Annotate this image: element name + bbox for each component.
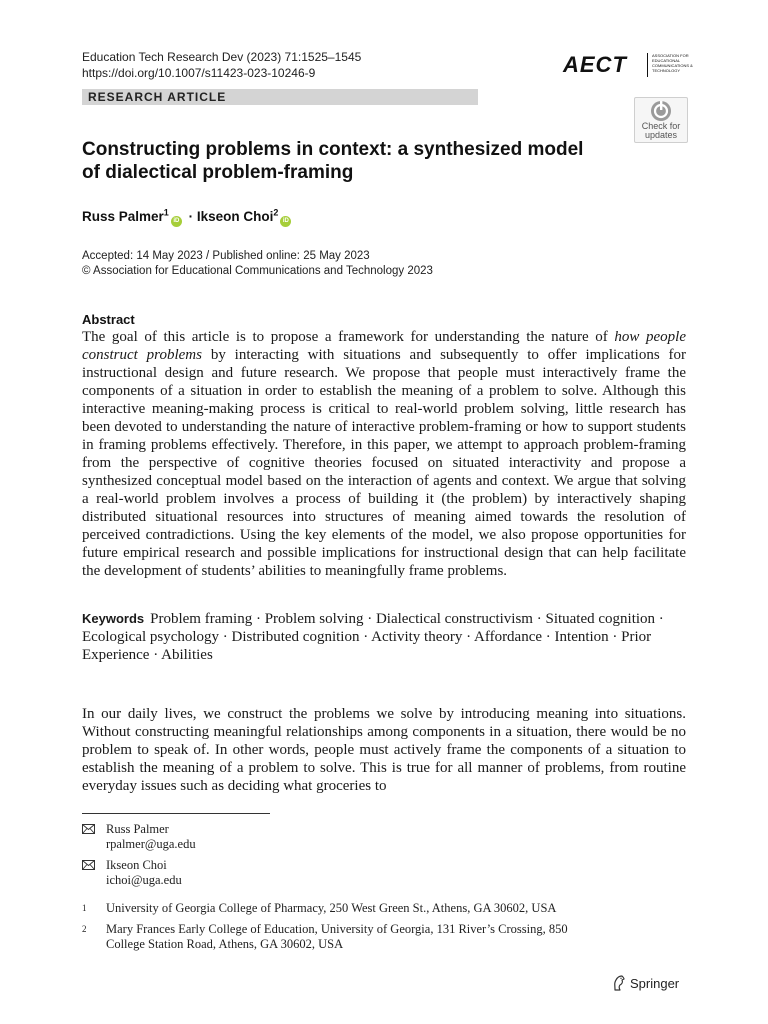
contact-name: Russ Palmer bbox=[106, 822, 169, 836]
article-type-label: RESEARCH ARTICLE bbox=[88, 90, 227, 104]
aect-logo-subtext: ASSOCIATION FOR EDUCATIONAL COMMUNICATIONS & TECHNOLOGY bbox=[652, 53, 693, 73]
orcid-icon[interactable]: iD bbox=[171, 216, 182, 227]
logo-divider bbox=[647, 53, 648, 77]
publication-info bbox=[82, 249, 433, 279]
abstract-text bbox=[82, 328, 686, 580]
affiliation-number: 2 bbox=[82, 924, 87, 934]
contact-email[interactable]: ichoi@uga.edu bbox=[106, 873, 182, 887]
affiliation-text: University of Georgia College of Pharmacy, 250 West Green St., Athens, GA 30602, USA bbox=[106, 901, 557, 915]
check-updates-line2: updates bbox=[644, 130, 678, 140]
orcid-icon[interactable]: iD bbox=[280, 216, 291, 227]
abstract-heading: Abstract bbox=[82, 312, 135, 327]
springer-horse-icon bbox=[612, 975, 626, 991]
affiliation-number: 1 bbox=[82, 903, 87, 913]
doi-link[interactable]: https://doi.org/10.1007/s11423-023-10246-9 bbox=[82, 66, 316, 80]
aect-logo-text: AECT bbox=[563, 52, 627, 77]
author-affiliation-mark: 1 bbox=[163, 207, 169, 218]
check-updates-line1: Check for bbox=[641, 121, 681, 131]
author-affiliation-mark: 2 bbox=[273, 207, 279, 218]
abstract-text-part: The goal of this article is to propose a framework for understanding the nature of bbox=[82, 329, 615, 345]
copyright-notice: © Association for Educational Communications and Technology 2023 bbox=[82, 265, 433, 277]
contact-email[interactable]: rpalmer@uga.edu bbox=[106, 837, 196, 851]
springer-wordmark: Springer bbox=[630, 976, 680, 991]
footnote-divider bbox=[82, 813, 270, 814]
mail-icon bbox=[82, 822, 95, 834]
keywords-label: Keywords bbox=[82, 611, 145, 626]
abstract-italic-phrase: how people construct problems bbox=[82, 329, 686, 363]
article-title bbox=[82, 138, 622, 184]
journal-citation-block bbox=[82, 49, 361, 81]
springer-logo bbox=[612, 975, 679, 993]
publication-dates: Accepted: 14 May 2023 / Published online: 25 May 2023 bbox=[82, 250, 370, 262]
author-name[interactable]: Ikseon Choi bbox=[196, 209, 274, 224]
check-for-updates-badge[interactable] bbox=[634, 97, 688, 143]
body-paragraph: In our daily lives, we construct the problems we solve by introducing meaning into situations. Without constructing meaningful relationships among components in a situation, there would be no problem to speak of. In other words, people must actively frame the components of a situation to establish the meaning of a problem to solve. This is true for all manner of problems, from routine everyday issues such as deciding what groceries to bbox=[82, 706, 686, 794]
affiliation-text: College Station Road, Athens, GA 30602, USA bbox=[106, 937, 344, 951]
author-list bbox=[82, 207, 294, 227]
contact-name: Ikseon Choi bbox=[106, 858, 167, 872]
title-line-1: Constructing problems in context: a synthesized model bbox=[82, 139, 584, 160]
author-name[interactable]: Russ Palmer bbox=[82, 209, 164, 224]
article-type-banner bbox=[82, 89, 478, 105]
title-line-2: of dialectical problem-framing bbox=[82, 162, 354, 183]
author-separator: · bbox=[188, 209, 194, 224]
aect-logo bbox=[563, 50, 703, 80]
check-updates-icon bbox=[650, 100, 672, 122]
affiliation-text: Mary Frances Early College of Education, University of Georgia, 131 River’s Crossing, 850 bbox=[106, 922, 568, 936]
abstract-text-part: by interacting with situations and subsequently to offer implications for instructional design and future research. We propose that people must interactively frame the components of a situation in order to establish the meaning of a problem to solve. Although this interactive meaning-making process is critical to real-world problem solving, little research has been devoted to understanding the nature of interactive problem-framing or how to support students in framing problems effectively. Therefore, in this paper, we attempt to approach problem-framing from the perspective of cognitive theories focused on situated interactivity and propose a synthesized conceptual model based on the interaction of agents and context. We argue that solving a real-world problem involves a process of building it (the problem) by interactively shaping distributed situational resources into structures of meaning aimed towards the resolution of perceived contradictions. Using the key elements of the model, we also propose opportunities for future empirical research and possible implications for instructional design that can help facilitate the development of students’ abilities to meaningfully frame problems. bbox=[82, 347, 686, 579]
journal-citation: Education Tech Research Dev (2023) 71:1525–1545 bbox=[82, 50, 362, 64]
keywords-list: Problem framing · Problem solving · Dialectical constructivism · Situated cognition · Ecological psychology · Distributed cognition · Activity theory · Affordance · Intention · Prior Experience · Abilities bbox=[82, 611, 664, 663]
keywords-block bbox=[82, 610, 686, 664]
mail-icon bbox=[82, 858, 95, 870]
